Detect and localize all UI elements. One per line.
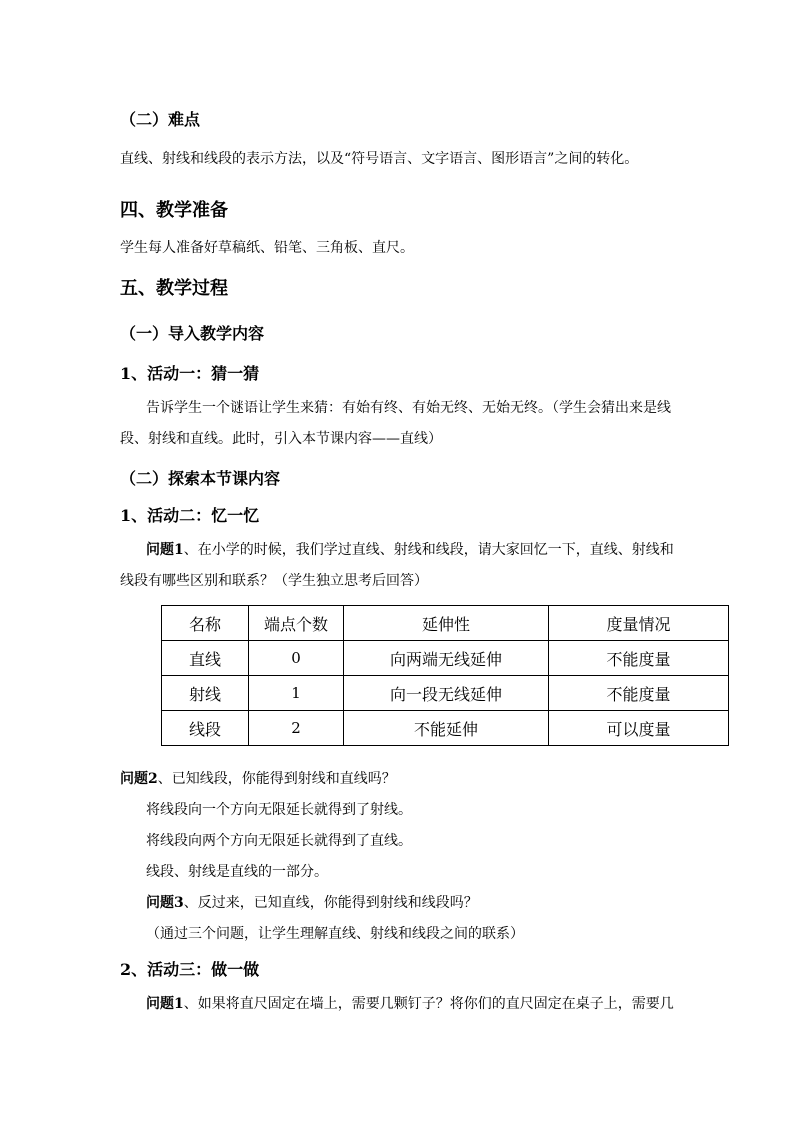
activity1-line2: 段、射线和直线。此时，引入本节课内容——直线） <box>120 431 442 447</box>
question2-text: 、已知线段，你能得到射线和直线吗？ <box>157 771 396 787</box>
table-cell: 0 <box>249 641 344 676</box>
question1-line1 <box>146 539 674 559</box>
question3-line <box>146 892 478 912</box>
prep-heading: 四、教学准备 <box>120 200 228 221</box>
explore-heading: （二）探索本节课内容 <box>120 469 281 488</box>
table-cell: 不能延伸 <box>344 711 549 746</box>
table-header-cell: 名称 <box>162 606 249 641</box>
table-row <box>162 641 729 676</box>
activity3-question1-text: 、如果将直尺固定在墙上，需要几颗钉子？将你们的直尺固定在桌子上，需要几 <box>183 996 674 1012</box>
question3-text: 、反过来，已知直线，你能得到射线和线段吗？ <box>183 895 478 911</box>
activity3-heading: 2、活动三：做一做 <box>120 960 260 979</box>
difficulty-text: 直线、射线和线段的表示方法，以及“符号语言、文字语言、图形语言”之间的转化。 <box>120 151 639 167</box>
table-cell: 向一段无线延伸 <box>344 676 549 711</box>
table-header-cell: 端点个数 <box>249 606 344 641</box>
process-heading: 五、教学过程 <box>120 278 228 299</box>
table-cell: 射线 <box>162 676 249 711</box>
question3-note: （通过三个问题，让学生理解直线、射线和线段之间的联系） <box>146 926 524 942</box>
table-header-cell: 度量情况 <box>549 606 729 641</box>
question1-line2: 线段有哪些区别和联系？（学生独立思考后回答） <box>120 573 428 589</box>
question1-label: 问题1 <box>146 542 184 558</box>
question1-text: 、在小学的时候，我们学过直线、射线和线段，请大家回忆一下，直线、射线和 <box>183 542 674 558</box>
table-header-cell: 延伸性 <box>344 606 549 641</box>
table-cell: 不能度量 <box>549 641 729 676</box>
table-cell: 2 <box>249 711 344 746</box>
question2-line <box>120 768 396 788</box>
activity1-line1: 告诉学生一个谜语让学生来猜：有始有终、有始无终、无始无终。（学生会猜出来是线 <box>146 400 671 416</box>
table-cell: 不能度量 <box>549 676 729 711</box>
prep-text: 学生每人准备好草稿纸、铅笔、三角板、直尺。 <box>120 240 414 256</box>
table-cell: 线段 <box>162 711 249 746</box>
question2-answer2: 将线段向两个方向无限延长就得到了直线。 <box>146 833 412 849</box>
question2-label: 问题2 <box>120 771 158 787</box>
question2-answer1: 将线段向一个方向无限延长就得到了射线。 <box>146 802 412 818</box>
table-cell: 可以度量 <box>549 711 729 746</box>
comparison-table <box>161 605 729 746</box>
activity1-heading: 1、活动一：猜一猜 <box>120 364 260 383</box>
activity3-question1-label: 问题1 <box>146 996 184 1012</box>
activity2-heading: 1、活动二：忆一忆 <box>120 506 260 525</box>
question2-answer3: 线段、射线是直线的一部分。 <box>146 864 328 880</box>
table-row <box>162 676 729 711</box>
activity3-question1-line <box>146 993 674 1013</box>
table-cell: 向两端无线延伸 <box>344 641 549 676</box>
table-header-row <box>162 606 729 641</box>
question3-label: 问题3 <box>146 895 184 911</box>
intro-heading: （一）导入教学内容 <box>120 324 265 343</box>
table-cell: 1 <box>249 676 344 711</box>
table-row <box>162 711 729 746</box>
table-cell: 直线 <box>162 641 249 676</box>
difficulty-heading: （二）难点 <box>120 110 201 129</box>
